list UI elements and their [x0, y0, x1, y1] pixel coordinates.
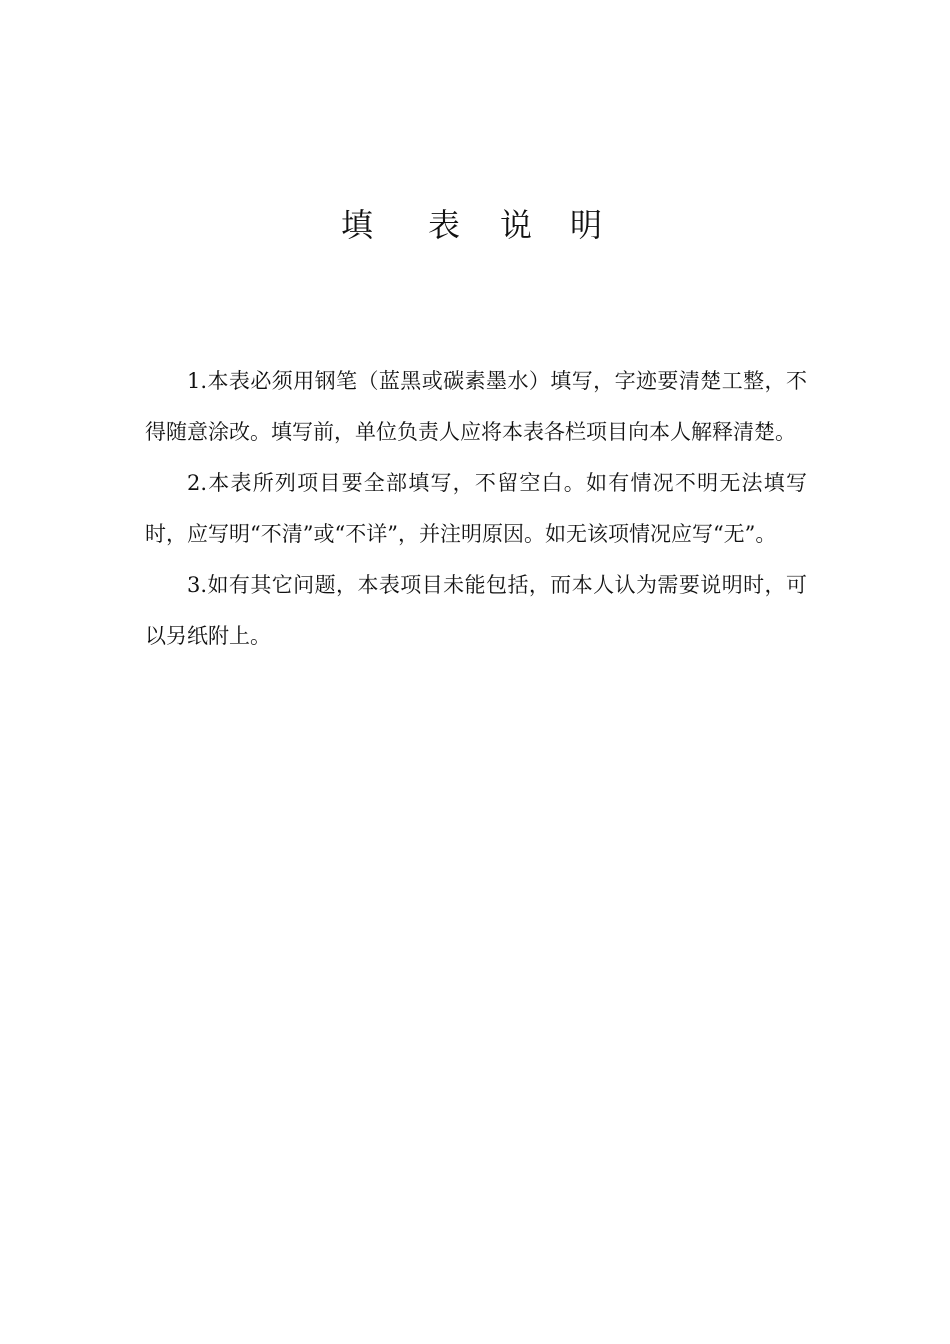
title-char: 说 — [500, 206, 533, 244]
instruction-paragraph-3: 3.如有其它问题，本表项目未能包括，而本人认为需要说明时，可以另纸附上。 — [145, 573, 807, 648]
instruction-paragraph-2: 2.本表所列项目要全部填写，不留空白。如有情况不明无法填写时，应写明“不清”或“不详”，并注明原因。如无该项情况应写“无”。 — [145, 471, 807, 546]
instruction-paragraph-1: 1.本表必须用钢笔（蓝黑或碳素墨水）填写，字迹要清楚工整，不得随意涂改。填写前，单位负责人应将本表各栏项目向本人解释清楚。 — [145, 369, 807, 444]
page-title — [0, 200, 950, 250]
instructions-body — [145, 356, 807, 662]
title-char: 表 — [428, 206, 461, 244]
title-char: 填 — [341, 206, 374, 244]
title-char: 明 — [570, 206, 603, 244]
